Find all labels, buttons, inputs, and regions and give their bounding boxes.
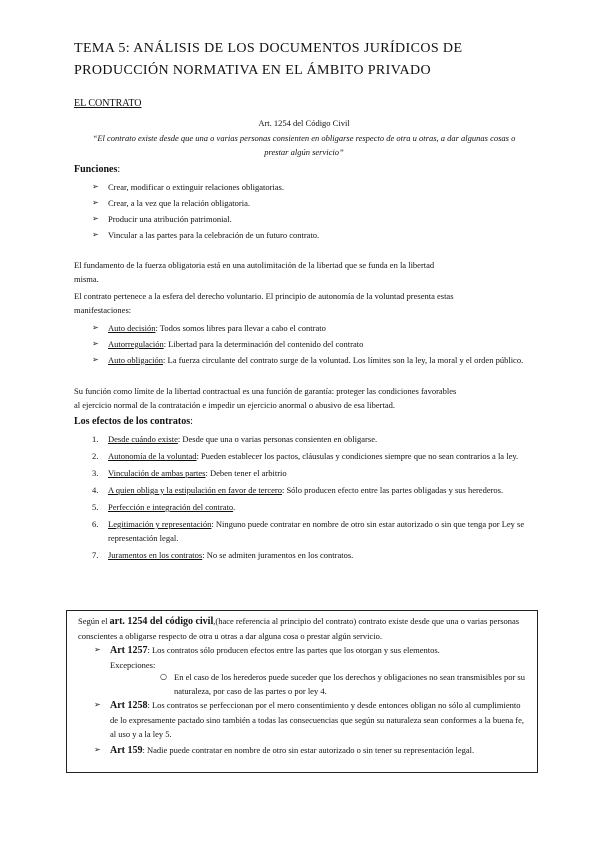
box-intro: Según el art. 1254 del código civil,(hace referencia al principio del contrato) contrato existe desde que una o varias personas conscientes a obligarse respecto de otra u otras a dar alguna cosa o prestar algún servicio.: [78, 616, 520, 641]
list-item: ➢ Art 1258: Los contratos se perfeccionan por el mero consentimiento y desde entonces obligan no sólo al cumplimiento de lo expresamente pactado sino también a todas las consecuencias que según su naturaleza sean conformes a la buena fe, al uso y a la ley 5.: [94, 698, 526, 741]
paragraph-fundamento: El fundamento de la fuerza obligatoria está en una autolimitación de la libertad que se funda en la libertad misma. El contrato pertenece a la esfera del derecho voluntario. El principio de autonomía de la voluntad presenta estas manifestaciones:: [74, 260, 454, 315]
section-heading: EL CONTRATO: [74, 98, 142, 109]
list-item: ➢ Vincular a las partes para la celebración de un futuro contrato.: [92, 227, 532, 243]
page-title: [74, 38, 544, 82]
box-articles-list-2: [94, 698, 526, 760]
list-item: 2. Autonomía de la voluntad: Pueden establecer los pactos, cláusulas y condiciones siempre que no sean contrarios a la ley.: [92, 451, 519, 461]
funciones-list: [92, 179, 532, 243]
title-line-2: PRODUCCIÓN NORMATIVA EN EL ÁMBITO PRIVADO: [74, 63, 431, 78]
list-item: 3. Vinculación de ambas partes: Deben tener el arbitrio: [92, 468, 287, 478]
list-item: 6. Legitimación y representación: Ninguno puede contratar en nombre de otro sin estar autorizado o sin que tenga por Ley se representación legal.: [92, 519, 525, 543]
list-item: ➢ Auto obligación: La fuerza circulante del contrato surge de la voluntad. Los límites son la ley, la moral y el orden público.: [92, 353, 532, 367]
list-item: 7. Juramentos en los contratos: No se admiten juramentos en los contratos.: [92, 550, 354, 560]
article-quote-line-2: prestar algún servicio”: [264, 147, 344, 157]
list-item: ➢ Auto decisión: Todos somos libres para llevar a cabo el contrato: [92, 321, 532, 335]
paragraph-funcion: Su función como límite de la libertad contractual es una función de garantía: proteger las condiciones favorables al ejercicio normal de la contratación e impedir un ejercicio anormal o abusivo de esa libertad.: [74, 386, 457, 410]
excepcion-item: ○ En el caso de los herederos puede suceder que los derechos y obligaciones no sean transmisibles por su naturaleza, por caso de las partes o por ley 4.: [160, 670, 544, 698]
list-item: 1. Desde cuándo existe: Desde que una o varias personas consienten en obligarse.: [92, 434, 378, 444]
list-item: ➢ Crear, a la vez que la relación obligatoria.: [92, 195, 532, 211]
list-item: ➢ Art 159: Nadie puede contratar en nombre de otro sin estar autorizado o sin tener su representación legal.: [94, 743, 526, 758]
funciones-heading: Funciones:: [74, 164, 121, 175]
list-item: ➢ Art 1257: Los contratos sólo producen efectos entre las partes que los otorgan y sus elementos. Excepciones:: [94, 643, 526, 672]
efectos-list: [92, 432, 532, 565]
list-item: 4. A quien obliga y la estipulación en favor de tercero: Sólo producen efecto entre las partes obligadas y sus herederos.: [92, 485, 504, 495]
article-quote-line-1: “El contrato existe desde que una o varias personas consienten en obligarse respecto de otra u otras, a dar algunas cosas o: [92, 133, 516, 143]
list-item: ➢ Autorregulación: Libertad para la determinación del contenido del contrato: [92, 337, 532, 351]
title-line-1: TEMA 5: ANÁLISIS DE LOS DOCUMENTOS JURÍDICOS DE: [74, 41, 463, 56]
list-item: ➢ Producir una atribución patrimonial.: [92, 211, 532, 227]
article-reference: Art. 1254 del Código Civil: [258, 118, 350, 128]
efectos-heading: Los efectos de los contratos:: [74, 416, 193, 427]
list-item: ➢ Crear, modificar o extinguir relaciones obligatorias.: [92, 179, 532, 195]
list-item: 5. Perfección e integración del contrato.: [92, 502, 236, 512]
manifestaciones-list: [92, 321, 532, 369]
